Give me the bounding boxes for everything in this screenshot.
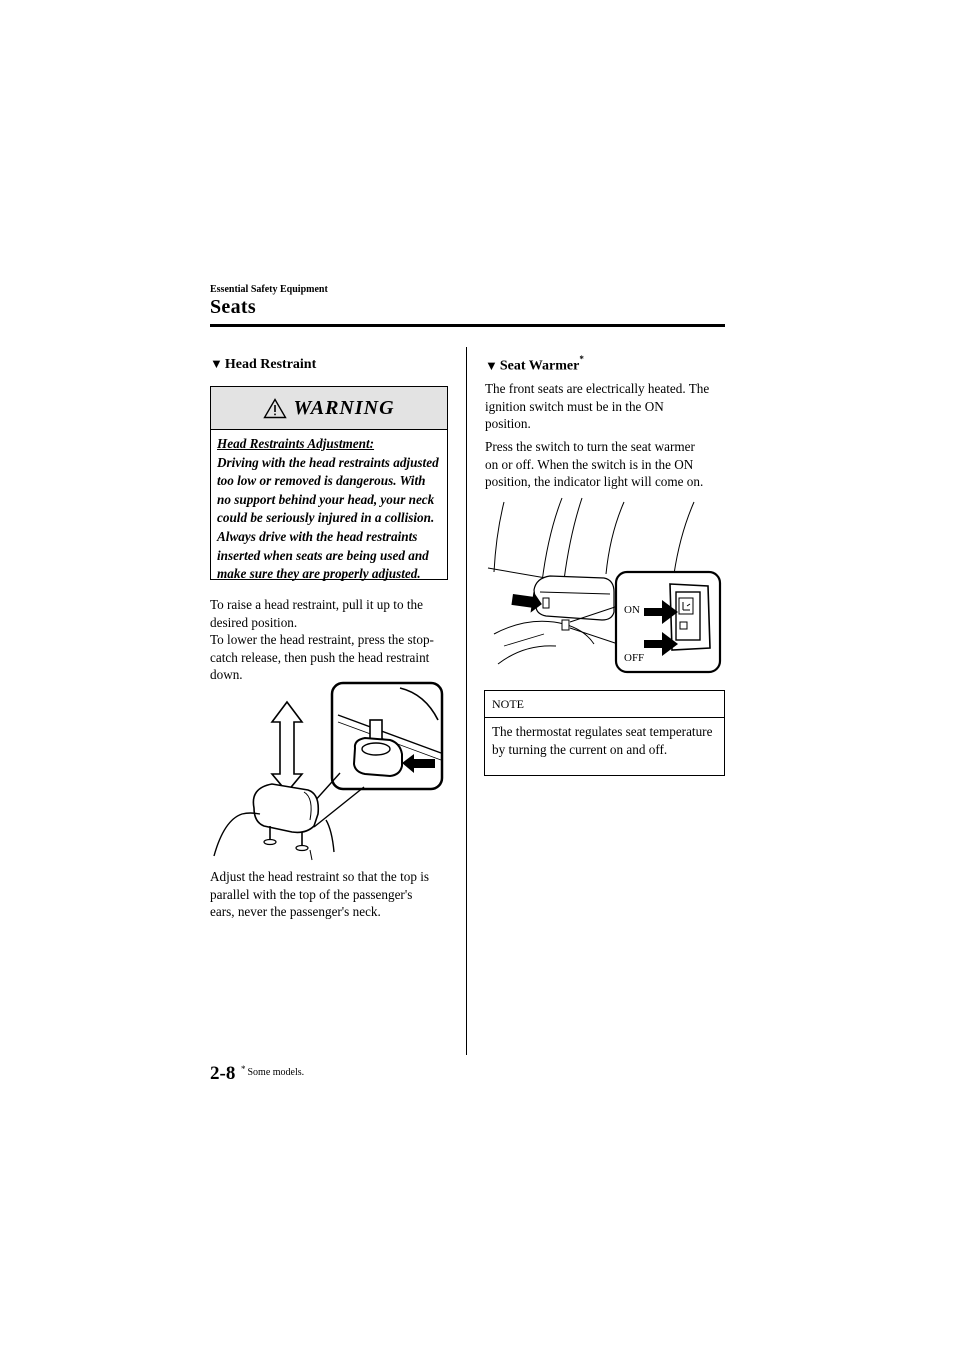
note-text: The thermostat regulates seat temperature by turning the current on and off. xyxy=(492,724,713,757)
warning-header xyxy=(211,387,447,430)
warning-body xyxy=(211,430,447,584)
warning-text: Driving with the head restraints adjusted too low or removed is dangerous. With no support behind your head, your neck could be seriously injured in a collision. Always drive with the head restraints inserted when seats are being used and make sure they are properly adjusted. xyxy=(217,454,439,582)
warning-title: WARNING xyxy=(293,396,395,419)
note-box xyxy=(484,690,725,776)
head-restraint-adjustment-text: Adjust the head restraint so that the top is parallel with the top of the passenger's ears, never the passenger's neck. xyxy=(210,869,430,920)
heading-text: Seat Warmer xyxy=(499,358,580,374)
seat-warmer-instructions: Press the switch to turn the seat warmer on or off. When the switch is in the ON position, the indicator light will come on. xyxy=(485,439,704,490)
footnote-text: Some models. xyxy=(247,1067,305,1078)
some-models-mark: * xyxy=(579,354,584,364)
footnote-mark: * xyxy=(241,1064,246,1074)
footnote xyxy=(241,1064,305,1078)
off-label: OFF xyxy=(624,652,645,664)
heading-text: Head Restraint xyxy=(224,357,317,372)
head-restraint-illustration xyxy=(210,680,446,862)
warning-triangle-icon xyxy=(263,398,287,419)
page-number: 2-8 xyxy=(210,1063,236,1084)
seat-warmer-illustration xyxy=(484,494,726,678)
title-rule xyxy=(210,324,725,327)
note-title: NOTE xyxy=(485,691,724,718)
warning-subtitle: Head Restraints Adjustment: xyxy=(217,436,375,451)
triangle-marker-icon: ▼ xyxy=(210,356,223,371)
seat-warmer-intro: The front seats are electrically heated. The ignition switch must be in the ON position. xyxy=(485,381,710,432)
section-label: Essential Safety Equipment xyxy=(210,284,328,295)
head-restraint-heading xyxy=(210,356,316,373)
on-label: ON xyxy=(624,604,640,616)
head-restraint-instructions: To raise a head restraint, pull it up to the desired position. To lower the head restraint, press the stop- catch release, then push the head restraint down. xyxy=(210,597,434,683)
page-title: Seats xyxy=(210,296,256,318)
column-divider xyxy=(466,347,467,1055)
warning-box xyxy=(210,386,448,580)
triangle-marker-icon: ▼ xyxy=(485,357,498,373)
seat-warmer-heading xyxy=(485,356,584,375)
